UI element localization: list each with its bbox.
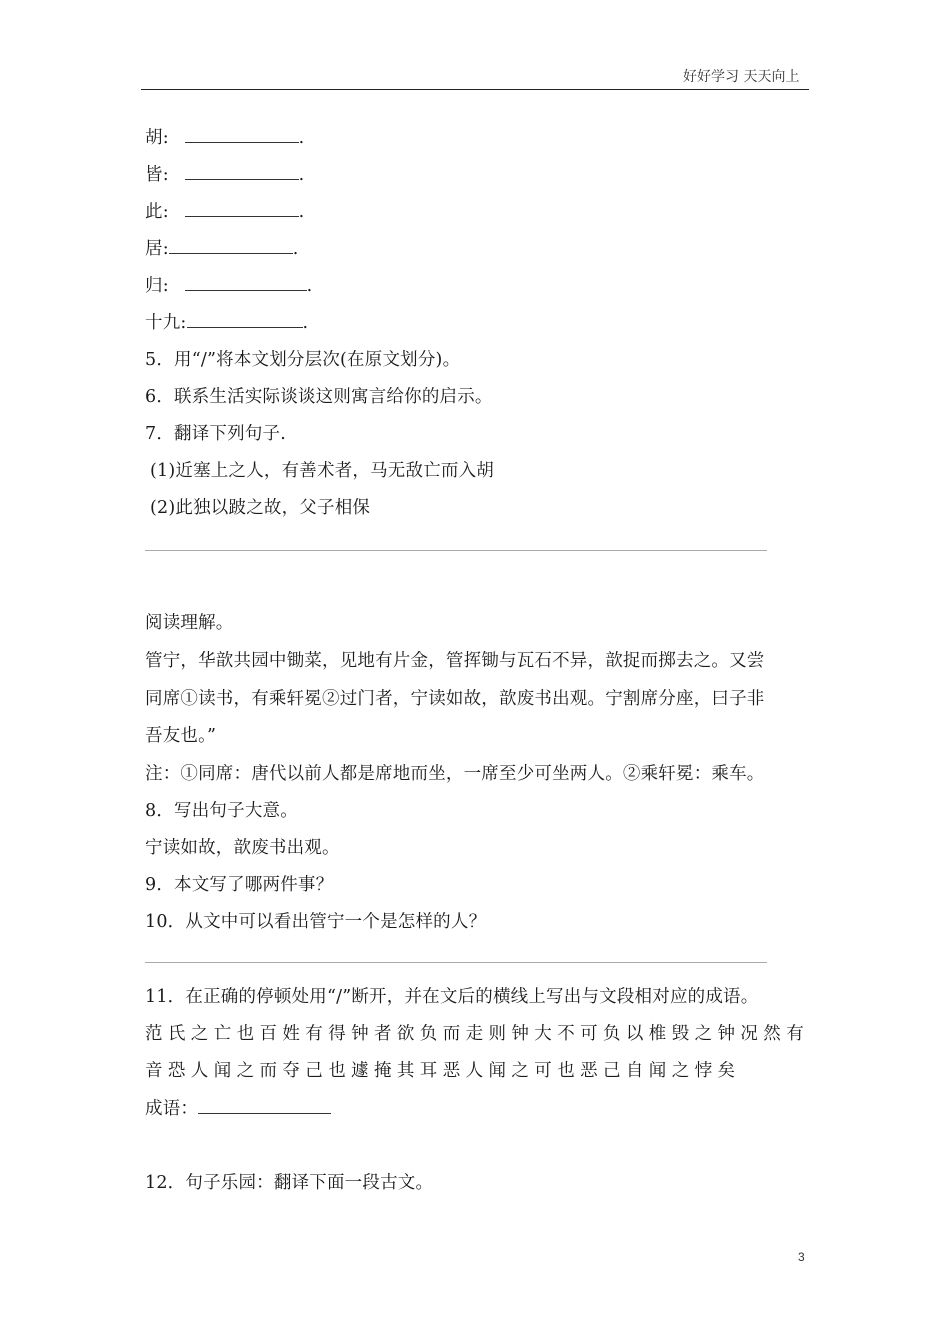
answer-blank[interactable]	[187, 311, 303, 328]
answer-blank[interactable]	[185, 163, 299, 180]
fill-suffix: .	[306, 276, 313, 296]
question-12: 12．句子乐园：翻译下面一段古文。	[145, 1173, 434, 1193]
passage-line-3: 吾友也。”	[145, 726, 217, 746]
fill-label: 胡:	[145, 128, 169, 148]
question-7-sentence-1: (1)近塞上之人，有善术者，马无敌亡而入胡	[150, 461, 494, 481]
answer-blank[interactable]	[169, 237, 293, 254]
fill-item-hu	[145, 124, 304, 149]
question-7-title: 7．翻译下列句子.	[145, 424, 286, 444]
question-7-sentence-2: (2)此独以跛之故，父子相保	[150, 498, 371, 518]
passage-line-2: 同席①读书，有乘轩冕②过门者，宁读如故，歆废书出观。宁割席分座，曰子非	[145, 689, 765, 709]
fill-suffix: .	[298, 202, 305, 222]
fill-label: 十九:	[145, 313, 187, 333]
passage-note: 注：①同席：唐代以前人都是席地而坐，一席至少可坐两人。②乘轩冕：乘车。	[145, 764, 765, 784]
q11-text-line-1: 范氏之亡也百姓有得钟者欲负而走则钟大不可负以椎毁之钟况然有	[145, 1024, 810, 1044]
answer-blank[interactable]	[185, 126, 299, 143]
fill-label: 此:	[145, 202, 169, 222]
question-10: 10．从文中可以看出管宁一个是怎样的人？	[145, 912, 487, 932]
question-6: 6．联系生活实际谈谈这则寓言给你的启示。	[145, 387, 493, 407]
question-8: 8．写出句子大意。	[145, 801, 298, 821]
question-5: 5．用“/”将本文划分层次(在原文划分)。	[145, 350, 461, 370]
answer-line[interactable]	[145, 550, 767, 551]
fill-item-gui	[145, 272, 312, 297]
fill-suffix: .	[298, 128, 305, 148]
fill-label: 皆:	[145, 165, 169, 185]
header-rule	[141, 89, 809, 90]
fill-suffix: .	[302, 313, 309, 333]
idiom-label: 成语：	[145, 1099, 199, 1119]
q11-text-line-2: 音恐人闻之而夺己也遽掩其耳恶人闻之可也恶己自闻之悖矣	[145, 1061, 741, 1081]
fill-item-shijiu	[145, 309, 308, 334]
idiom-blank[interactable]	[198, 1097, 331, 1114]
fill-item-ju	[145, 235, 299, 260]
fill-item-jie	[145, 161, 304, 186]
page-number: 3	[798, 1250, 805, 1264]
answer-line[interactable]	[145, 962, 767, 963]
question-9: 9．本文写了哪两件事？	[145, 875, 334, 895]
answer-blank[interactable]	[185, 200, 299, 217]
fill-item-ci	[145, 198, 304, 223]
fill-suffix: .	[292, 239, 299, 259]
q11-answer	[145, 1095, 331, 1120]
question-8-sentence: 宁读如故，歆废书出观。	[145, 838, 340, 858]
passage-line-1: 管宁，华歆共园中锄菜，见地有片金，管挥锄与瓦石不异，歆捉而掷去之。又尝	[145, 651, 765, 671]
question-11: 11．在正确的停顿处用“/”断开，并在文后的横线上写出与文段相对应的成语。	[145, 987, 759, 1007]
header-text: 好好学习 天天向上	[683, 69, 800, 85]
fill-label: 居:	[145, 239, 169, 259]
fill-label: 归:	[145, 276, 169, 296]
reading-title: 阅读理解。	[145, 613, 234, 633]
fill-suffix: .	[298, 165, 305, 185]
answer-blank[interactable]	[185, 274, 307, 291]
